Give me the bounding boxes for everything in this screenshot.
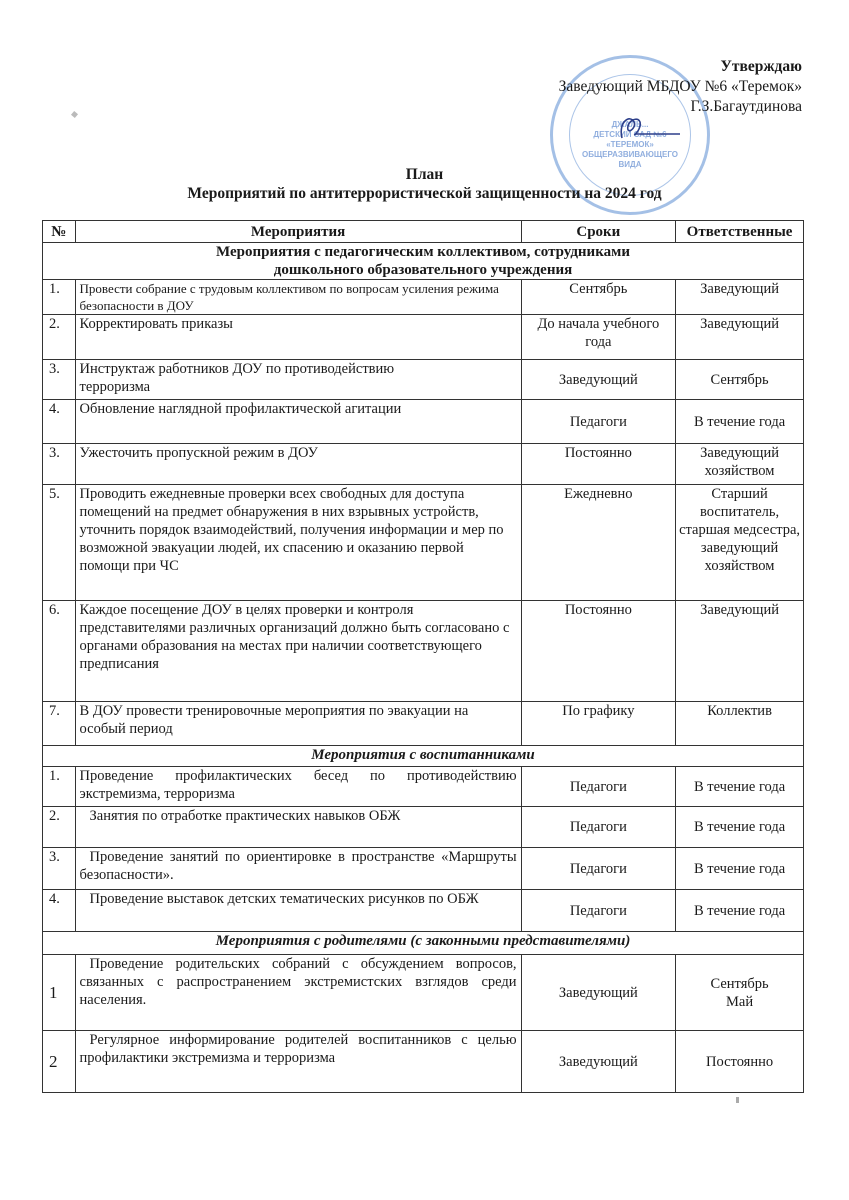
approval-position: Заведующий МБДОУ №6 «Теремок» bbox=[558, 78, 802, 95]
section-header-row bbox=[43, 932, 804, 955]
row-responsible: Сентябрь bbox=[676, 360, 804, 400]
row-number: 1. bbox=[43, 767, 76, 807]
row-number: 4. bbox=[43, 400, 76, 444]
row-number: 3. bbox=[43, 444, 76, 485]
row-responsible: Постоянно bbox=[676, 1031, 804, 1093]
row-responsible: Заведующий bbox=[676, 315, 804, 360]
row-activity: В ДОУ провести тренировочные мероприятия по эвакуации на особый период bbox=[75, 702, 521, 746]
header-activity: Мероприятия bbox=[75, 221, 521, 243]
approval-block bbox=[559, 57, 802, 117]
table-row bbox=[43, 848, 804, 890]
row-deadline: Заведующий bbox=[521, 955, 676, 1031]
row-activity: Проведение родительских собраний с обсуждением вопросов, связанных с распространением экстремистских взглядов среди населения. bbox=[75, 955, 521, 1031]
row-responsible: Старший воспитатель, старшая медсестра, заведующий хозяйством bbox=[676, 485, 804, 601]
row-deadline: Сентябрь bbox=[521, 280, 676, 315]
row-number: 3. bbox=[43, 360, 76, 400]
table-header-row bbox=[43, 221, 804, 243]
row-number: 2 bbox=[43, 1031, 76, 1093]
table-row bbox=[43, 444, 804, 485]
row-responsible: Заведующий bbox=[676, 601, 804, 702]
stamp-text: ДЕТСКИЙ САД №6 bbox=[593, 130, 667, 139]
row-activity: Ужесточить пропускной режим в ДОУ bbox=[75, 444, 521, 485]
row-responsible: В течение года bbox=[676, 848, 804, 890]
row-activity: Проводить ежедневные проверки всех свободных для доступа помещений на предмет обнаружения в них взрывных устройств, уточнить порядок взаимодействий, получения информации и мер по возможной эвакуации людей, их спасению и оказанию первой помощи при ЧС bbox=[75, 485, 521, 601]
table-row bbox=[43, 890, 804, 932]
row-activity: Регулярное информирование родителей воспитанников с целью профилактики экстремизма и терроризма bbox=[75, 1031, 521, 1093]
plan-table bbox=[42, 220, 804, 1093]
row-deadline: До начала учебного года bbox=[521, 315, 676, 360]
table-row bbox=[43, 601, 804, 702]
table-row bbox=[43, 400, 804, 444]
responsible-line: Сентябрь bbox=[710, 975, 769, 992]
section-title: Мероприятия с воспитанниками bbox=[43, 746, 804, 767]
row-deadline: Педагоги bbox=[521, 767, 676, 807]
table-row bbox=[43, 702, 804, 746]
table-row bbox=[43, 280, 804, 315]
row-activity: Корректировать приказы bbox=[75, 315, 521, 360]
row-activity: Проведение занятий по ориентировке в пространстве «Маршруты безопасности». bbox=[75, 848, 521, 890]
section-title: Мероприятия с родителями (с законными представителями) bbox=[43, 932, 804, 955]
row-deadline: Педагоги bbox=[521, 848, 676, 890]
section-header-row bbox=[43, 746, 804, 767]
stamp-text: ДЖАЛЬ... bbox=[611, 120, 649, 129]
stamp-text: «ТЕРЕМОК» bbox=[606, 140, 654, 149]
stamp-text: ВИДА bbox=[618, 160, 642, 169]
row-number: 2. bbox=[43, 807, 76, 848]
row-activity: Обновление наглядной профилактической агитации bbox=[75, 400, 521, 444]
row-number: 1 bbox=[43, 955, 76, 1031]
table-row bbox=[43, 360, 804, 400]
table-row bbox=[43, 1031, 804, 1093]
row-activity: Провести собрание с трудовым коллективом по вопросам усиления режима безопасности в ДОУ bbox=[75, 280, 521, 315]
table-row bbox=[43, 485, 804, 601]
section-header-row bbox=[43, 243, 804, 280]
row-responsible: В течение года bbox=[676, 767, 804, 807]
table-row bbox=[43, 807, 804, 848]
row-deadline: Ежедневно bbox=[521, 485, 676, 601]
row-deadline: Педагоги bbox=[521, 400, 676, 444]
stamp-text: ОБЩЕРАЗВИВАЮЩЕГО bbox=[582, 150, 678, 159]
row-responsible bbox=[676, 955, 804, 1031]
row-activity: Каждое посещение ДОУ в целях проверки и контроля представителями различных организаций должно быть согласовано с органами образования на местах при наличии соответствующего предписания bbox=[75, 601, 521, 702]
row-number: 1. bbox=[43, 280, 76, 315]
table-row bbox=[43, 315, 804, 360]
document-subtitle: Мероприятий по антитеррористической защищенности на 2024 год bbox=[187, 185, 662, 202]
approval-title: Утверждаю bbox=[720, 58, 802, 75]
row-deadline: Постоянно bbox=[521, 444, 676, 485]
approval-name: Г.З.Багаутдинова bbox=[690, 98, 802, 115]
row-deadline: По графику bbox=[521, 702, 676, 746]
row-number: 4. bbox=[43, 890, 76, 932]
scan-artifact bbox=[71, 111, 78, 118]
row-deadline: Постоянно bbox=[521, 601, 676, 702]
row-deadline: Педагоги bbox=[521, 890, 676, 932]
row-number: 3. bbox=[43, 848, 76, 890]
section-title-line: дошкольного образовательного учреждения bbox=[273, 262, 573, 278]
row-deadline: Заведующий bbox=[521, 1031, 676, 1093]
row-deadline: Педагоги bbox=[521, 807, 676, 848]
row-activity: Инструктаж работников ДОУ по противодействию терроризма bbox=[75, 360, 521, 400]
header-deadline: Сроки bbox=[521, 221, 676, 243]
row-responsible: В течение года bbox=[676, 807, 804, 848]
document-title: План bbox=[405, 166, 444, 183]
row-number: 2. bbox=[43, 315, 76, 360]
row-activity: Занятия по отработке практических навыков ОБЖ bbox=[75, 807, 521, 848]
row-responsible: Коллектив bbox=[676, 702, 804, 746]
table-row bbox=[43, 767, 804, 807]
row-number: 6. bbox=[43, 601, 76, 702]
row-activity: Проведение профилактических бесед по противодействию экстремизма, терроризма bbox=[75, 767, 521, 807]
row-number: 5. bbox=[43, 485, 76, 601]
row-deadline: Заведующий bbox=[521, 360, 676, 400]
row-responsible: Заведующий bbox=[676, 280, 804, 315]
scan-artifact bbox=[736, 1097, 739, 1103]
header-responsible: Ответственные bbox=[676, 221, 804, 243]
header-num: № bbox=[43, 221, 76, 243]
table-row bbox=[43, 955, 804, 1031]
row-number: 7. bbox=[43, 702, 76, 746]
row-responsible: В течение года bbox=[676, 400, 804, 444]
row-activity: Проведение выставок детских тематических рисунков по ОБЖ bbox=[75, 890, 521, 932]
section-title-line: Мероприятия с педагогическим коллективом, сотрудниками bbox=[216, 244, 630, 260]
row-responsible: Заведующий хозяйством bbox=[676, 444, 804, 485]
responsible-line: Май bbox=[726, 993, 754, 1010]
section-title bbox=[43, 243, 804, 280]
row-responsible: В течение года bbox=[676, 890, 804, 932]
